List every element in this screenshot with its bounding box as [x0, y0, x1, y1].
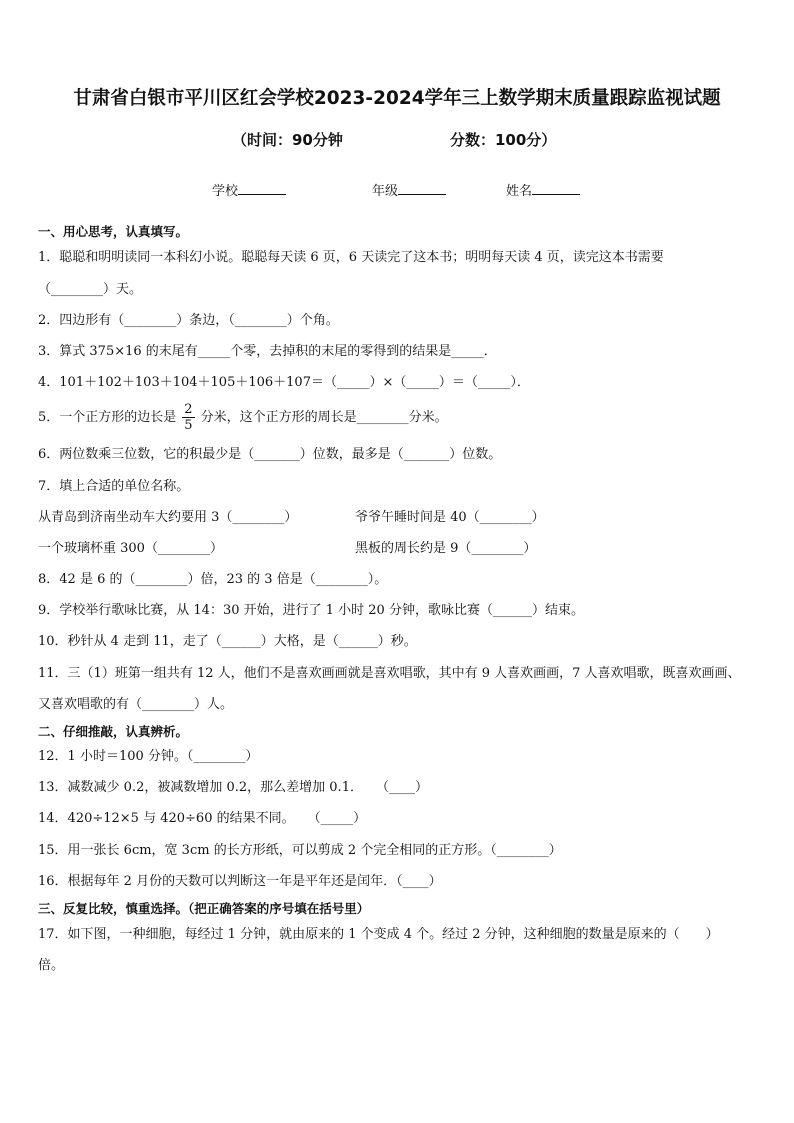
- school-label: 学校: [212, 184, 239, 199]
- question-3: 3．算式 375×16 的末尾有_____个零，去掉积的末尾的零得到的结果是_____．: [38, 344, 497, 359]
- question-7-item-b: 爷爷午睡时间是 40（________）: [355, 510, 545, 525]
- grade-field: [372, 180, 446, 199]
- section-2-heading: 二、仔细推敲，认真辨析。: [38, 724, 189, 739]
- question-5-suffix: 分米，这个正方形的周长是________分米。: [200, 410, 448, 425]
- question-11-line-2: 又喜欢唱歌的有（________）人。: [38, 697, 234, 712]
- question-14: 14．420÷12×5 与 420÷60 的结果不同。 （_____）: [38, 811, 367, 826]
- question-2: 2．四边形有（________）条边，（________）个角。: [38, 313, 339, 328]
- question-7-item-a: 从青岛到济南坐动车大约要用 3（________）: [38, 510, 298, 525]
- grade-label: 年级: [372, 184, 399, 199]
- section-3-heading: 三、反复比较，慎重选择。（把正确答案的序号填在括号里）: [38, 901, 370, 916]
- fraction-denominator: 5: [184, 418, 193, 433]
- question-9: 9．学校举行歌咏比赛，从 14：30 开始，进行了 1 小时 20 分钟，歌咏比赛（______）结束。: [38, 603, 584, 618]
- question-17-line-1: 17．如下图，一种细胞，每经过 1 分钟，就由原来的 1 个变成 4 个。经过 2 分钟，这种细胞的数量是原来的（ ）: [38, 927, 719, 942]
- fraction-numerator: 2: [184, 402, 193, 417]
- question-7: 7．填上合适的单位名称。: [38, 479, 190, 494]
- school-blank: [238, 182, 286, 195]
- question-16: 16．根据每年 2 月份的天数可以判断这一年是平年还是闰年．（____）: [38, 874, 442, 889]
- question-13: 13．减数减少 0.2，被减数增加 0.2，那么差增加 0.1． （____）: [38, 780, 428, 795]
- page-title: 甘肃省白银市平川区红会学校2023-2024学年三上数学期末质量跟踪监视试题: [73, 88, 721, 109]
- section-1-heading: 一、用心思考，认真填写。: [38, 224, 189, 239]
- question-8: 8．42 是 6 的（________）倍，23 的 3 倍是（________）。: [38, 572, 388, 587]
- question-10: 10．秒针从 4 走到 11，走了（______）大格，是（______）秒。: [38, 634, 417, 649]
- name-field: [506, 180, 580, 199]
- question-7-item-c: 一个玻璃杯重 300（________）: [38, 541, 223, 556]
- name-label: 姓名: [506, 184, 533, 199]
- exam-score: 分数：100分）: [450, 131, 557, 149]
- question-17-line-2: 倍。: [38, 958, 65, 973]
- name-blank: [532, 182, 580, 195]
- question-12: 12．1 小时＝100 分钟。（________）: [38, 749, 259, 764]
- fraction: [182, 402, 194, 433]
- question-15: 15．用一张长 6cm，宽 3cm 的长方形纸，可以剪成 2 个完全相同的正方形。（________）: [38, 843, 562, 858]
- question-4: 4．101＋102＋103＋104＋105＋106＋107＝（_____）×（_____）＝（_____）．: [38, 375, 530, 390]
- question-1-line-2: （________）天。: [38, 282, 143, 297]
- exam-time: （时间：90分钟: [232, 131, 343, 149]
- school-field: [212, 180, 286, 199]
- question-6: 6．两位数乘三位数，它的积最少是（_______）位数，最多是（_______）位数。: [38, 447, 502, 462]
- grade-blank: [398, 182, 446, 195]
- question-1-line-1: 1．聪聪和明明读同一本科幻小说。聪聪每天读 6 页，6 天读完了这本书；明明每天读 4 页，读完这本书需要: [38, 250, 664, 265]
- question-11-line-1: 11．三（1）班第一组共有 12 人，他们不是喜欢画画就是喜欢唱歌，其中有 9 人喜欢画画，7 人喜欢唱歌，既喜欢画画、: [38, 666, 741, 681]
- question-5-prefix: 5．一个正方形的边长是: [38, 410, 177, 425]
- question-7-item-d: 黑板的周长约是 9（________）: [355, 541, 537, 556]
- question-5: [38, 400, 448, 436]
